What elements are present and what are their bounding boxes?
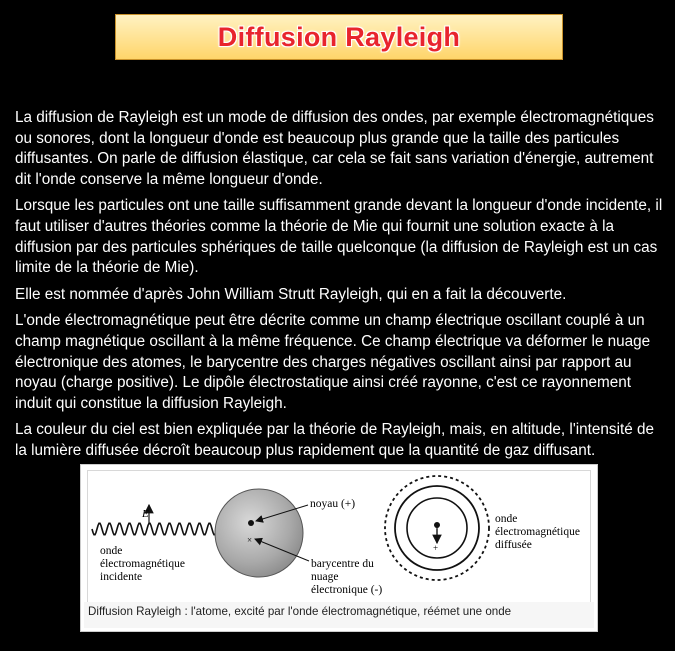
barycenter-label-1: barycentre du (311, 558, 374, 570)
barycenter-label-2: nuage (311, 571, 339, 583)
paragraph-mie-theory: Lorsque les particules ont une taille suffisamment grande devant la longueur d'onde incidente, il faut utiliser d'autres théories comme la théorie de Mie qui fournit une solution exacte à la diffusion par des particules sphériques de taille quelconque (la diffusion de Rayleigh est un cas limite de la théorie de Mie). (15, 197, 663, 277)
figure-caption: Diffusion Rayleigh : l'atome, excité par l'onde électromagnétique, réémet une onde (88, 605, 512, 618)
figure-image (87, 470, 591, 603)
barycenter-cross: × (247, 535, 253, 545)
page-title: Diffusion Rayleigh (217, 21, 461, 52)
nucleus-dot (248, 520, 254, 526)
field-symbol: E (142, 508, 149, 520)
figure (80, 464, 598, 632)
incident-label-3: incidente (100, 571, 143, 583)
title-banner (115, 14, 563, 60)
paragraph-sky-color: La couleur du ciel est bien expliquée par la théorie de Rayleigh, mais, en altitude, l'intensité de la lumière diffusée décroît beaucoup plus rapidement que la quantité de gaz diffusant. (15, 421, 654, 459)
diffused-label-2: électromagnétique (495, 526, 580, 538)
incident-label-1: onde (100, 545, 123, 557)
diffused-label-1: onde (495, 513, 518, 525)
paragraph-naming: Elle est nommée d'après John William Strutt Rayleigh, qui en a fait la découverte. (15, 285, 567, 303)
paragraph-definition: La diffusion de Rayleigh est un mode de diffusion des ondes, par exemple électromagnétiques ou sonores, dont la longueur d'onde est beaucoup plus grande que la taille des particules diffusantes. On parle de diffusion élastique, car cela se fait sans variation d'énergie, autrement dit l'onde conserve la même longueur d'onde. (15, 109, 654, 188)
atom-cloud (215, 489, 303, 577)
incident-wave (92, 523, 216, 534)
rayleigh-diagram (88, 471, 592, 604)
nucleus-label: noyau (+) (310, 498, 356, 510)
barycenter-label-3: électronique (-) (311, 584, 383, 596)
dipole-plus: + (433, 543, 439, 553)
paragraph-mechanism: L'onde électromagnétique peut être décrite comme un champ électrique oscillant couplé à un champ magnétique oscillant à la même fréquence. Ce champ électrique va déformer le nuage électronique des atomes, le barycentre des charges négatives oscillant ainsi par rapport au noyau (charge positive). Le dipôle électrostatique ainsi créé rayonne, c'est ce rayonnement induit qui constitue la diffusion Rayleigh. (15, 312, 651, 412)
diffused-label-3: diffusée (495, 539, 532, 551)
incident-label-2: électromagnétique (100, 558, 185, 570)
article-body (15, 108, 663, 468)
